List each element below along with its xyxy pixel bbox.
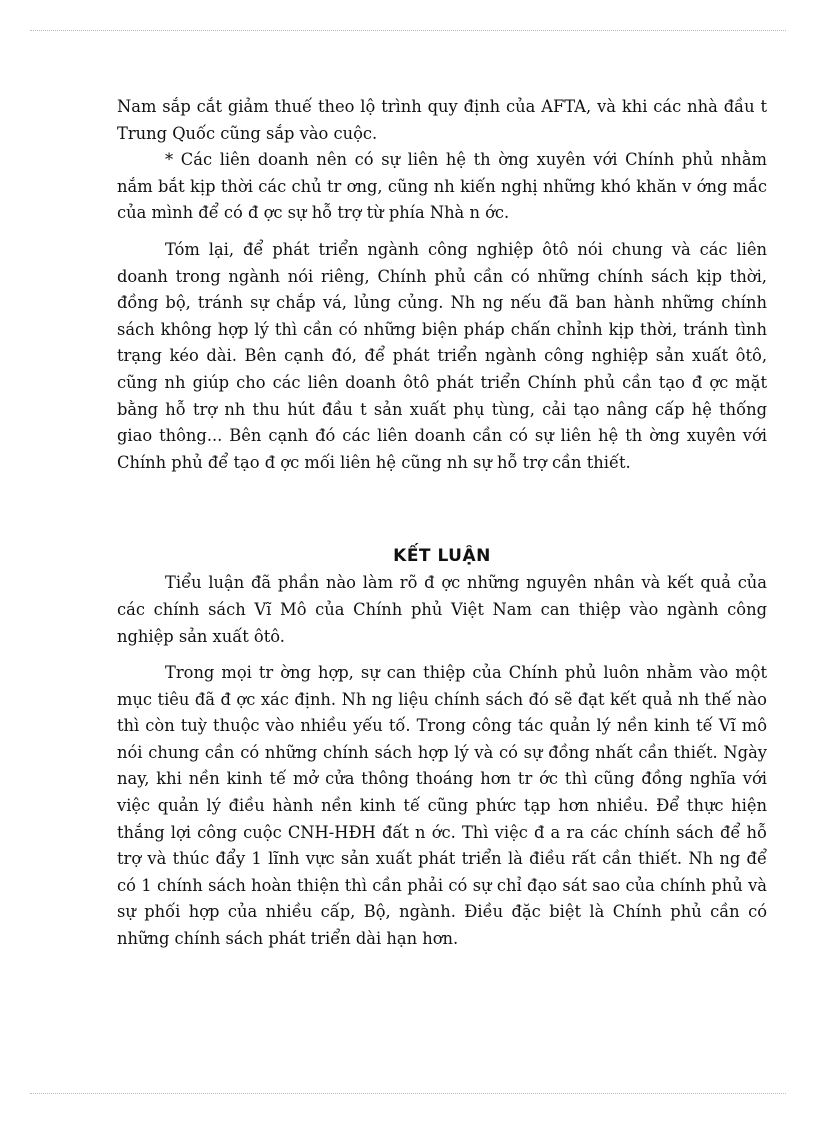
paragraph-government-contact: * Các liên doanh nên có sự liên hệ th ờng xuyên với Chính phủ nhằm nắm bắt kịp thời các chủ tr ơng, cũng nh kiến nghị những khó khăn v ớng mắc của mình để có đ ợc sự hỗ trợ từ phía Nhà n ớc. bbox=[117, 150, 767, 223]
conclusion-paragraph-2: Trong mọi tr ờng hợp, sự can thiệp của Chính phủ luôn nhằm vào một mục tiêu đã đ ợc xác định. Nh ng liệu chính sách đó sẽ đạt kết quả nh thế nào thì còn tuỳ thuộc vào nhiều yếu tố. Trong công tác quản lý nền kinh tế Vĩ mô nói chung cần có những chính sách hợp lý và có sự đồng nhất cần thiết. Ngày nay, khi nền kinh tế mở cửa thông thoáng hơn tr ớc thì cũng đồng nghĩa với việc quản lý điều hành nền kinh tế cũng phức tạp hơn nhiều. Để thực hiện thắng lợi công cuộc CNH-HĐH đất n ớc. Thì việc đ a ra các chính sách để hỗ trợ và thúc đẩy 1 lĩnh vực sản xuất phát triển là điều rất cần thiết. Nh ng để có 1 chính sách hoàn thiện thì cần phải có sự chỉ đạo sát sao của chính phủ và sự phối hợp của nhiều cấp, Bộ, ngành. Điều đặc biệt là Chính phủ cần có những chính sách phát triển dài hạn hơn. bbox=[117, 663, 767, 949]
conclusion-heading: KẾT LUẬN bbox=[393, 546, 491, 567]
bottom-dotted-rule bbox=[30, 1093, 786, 1094]
top-dotted-rule bbox=[30, 30, 786, 31]
document-body bbox=[117, 94, 767, 953]
conclusion-paragraph-1: Tiểu luận đã phần nào làm rõ đ ợc những nguyên nhân và kết quả của các chính sách Vĩ Mô của Chính phủ Việt Nam can thiệp vào ngành công nghiệp sản xuất ôtô. bbox=[117, 573, 767, 646]
paragraph-afta-continuation: Nam sắp cắt giảm thuế theo lộ trình quy định của AFTA, và khi các nhà đầu t Trung Quốc cũng sắp vào cuộc. bbox=[117, 97, 767, 143]
paragraph-summary: Tóm lại, để phát triển ngành công nghiệp ôtô nói chung và các liên doanh trong ngành nói riêng, Chính phủ cần có những chính sách kịp thời, đồng bộ, tránh sự chắp vá, lủng củng. Nh ng nếu đã ban hành những chính sách không hợp lý thì cần có những biện pháp chấn chỉnh kịp thời, tránh tình trạng kéo dài. Bên cạnh đó, để phát triển ngành công nghiệp sản xuất ôtô, cũng nh giúp cho các liên doanh ôtô phát triển Chính phủ cần tạo đ ợc mặt bằng hỗ trợ nh thu hút đầu t sản xuất phụ tùng, cải tạo nâng cấp hệ thống giao thông... Bên cạnh đó các liên doanh cần có sự liên hệ th ờng xuyên với Chính phủ để tạo đ ợc mối liên hệ cũng nh sự hỗ trợ cần thiết. bbox=[117, 239, 767, 472]
